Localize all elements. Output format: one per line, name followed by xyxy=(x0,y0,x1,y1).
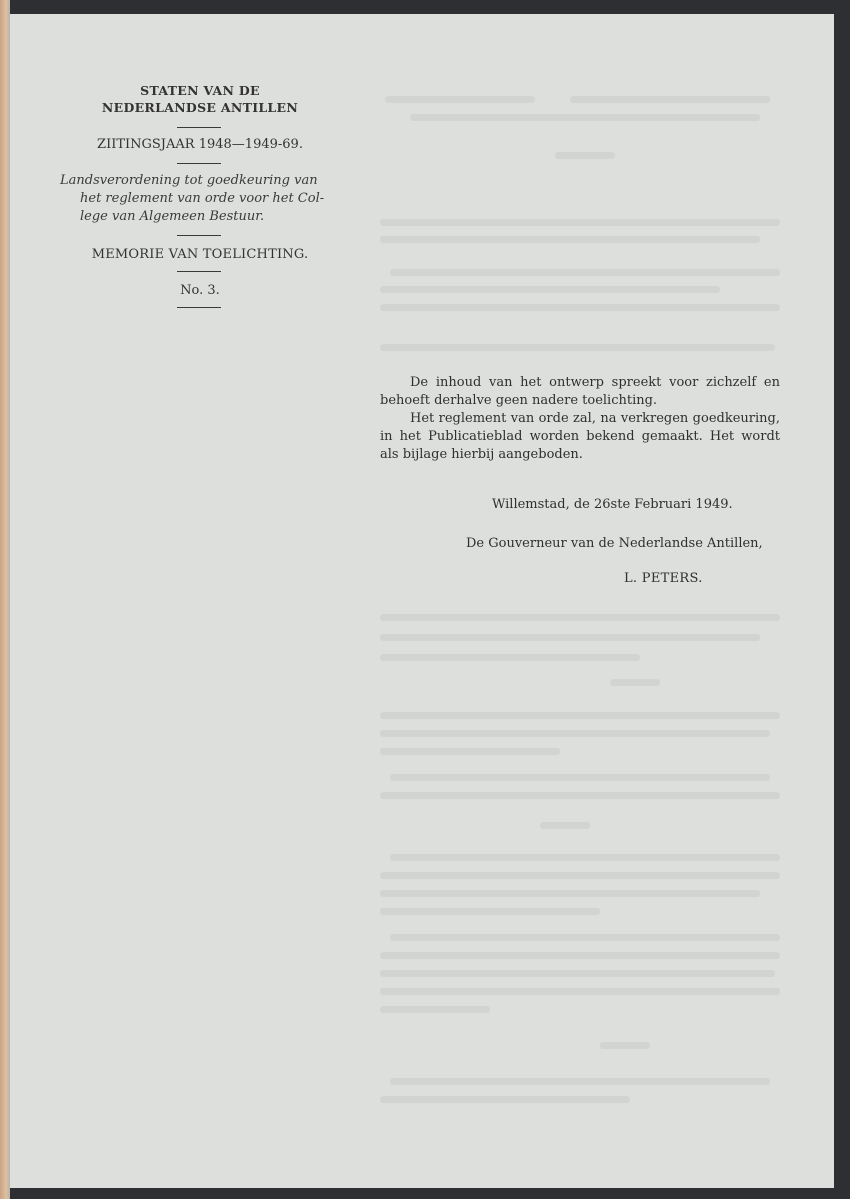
document-number: No. 3. xyxy=(180,283,220,298)
divider-rule-1 xyxy=(177,127,221,128)
title-line-1: STATEN VAN DE xyxy=(140,83,260,98)
session-year: ZIITINGSJAAR 1948—1949-69. xyxy=(97,137,303,152)
institution-title xyxy=(50,82,350,116)
subject-line-3: lege van Algemeen Bestuur. xyxy=(80,209,265,224)
subject-title xyxy=(60,172,348,226)
place-date: Willemstad, de 26ste Februari 1949. xyxy=(492,497,733,512)
document-type: MEMORIE VAN TOELICHTING. xyxy=(91,247,309,262)
divider-rule-4 xyxy=(177,271,221,272)
title-line-2: NEDERLANDSE ANTILLEN xyxy=(101,100,299,115)
subject-line-1: Landsverordening tot goedkeuring van xyxy=(60,173,318,188)
divider-rule-3 xyxy=(177,235,221,236)
paragraph-2: Het reglement van orde zal, na verkregen goedkeuring, in het Publicatieblad worden bekend gemaakt. Het wordt als bijlage hierbij aangeboden. xyxy=(380,411,780,462)
paragraph-1: De inhoud van het ontwerp spreekt voor zichzelf en behoeft derhalve geen nadere toelichting. xyxy=(380,375,780,408)
document-page xyxy=(10,14,834,1188)
divider-rule-2 xyxy=(177,163,221,164)
subject-line-2: het reglement van orde voor het Col- xyxy=(80,191,325,206)
signature-name: L. PETERS. xyxy=(624,571,703,586)
governor-title: De Gouverneur van de Nederlandse Antillen, xyxy=(466,536,763,551)
divider-rule-5 xyxy=(177,307,221,308)
body-text xyxy=(380,374,780,464)
page-edge-strip xyxy=(0,0,10,1199)
